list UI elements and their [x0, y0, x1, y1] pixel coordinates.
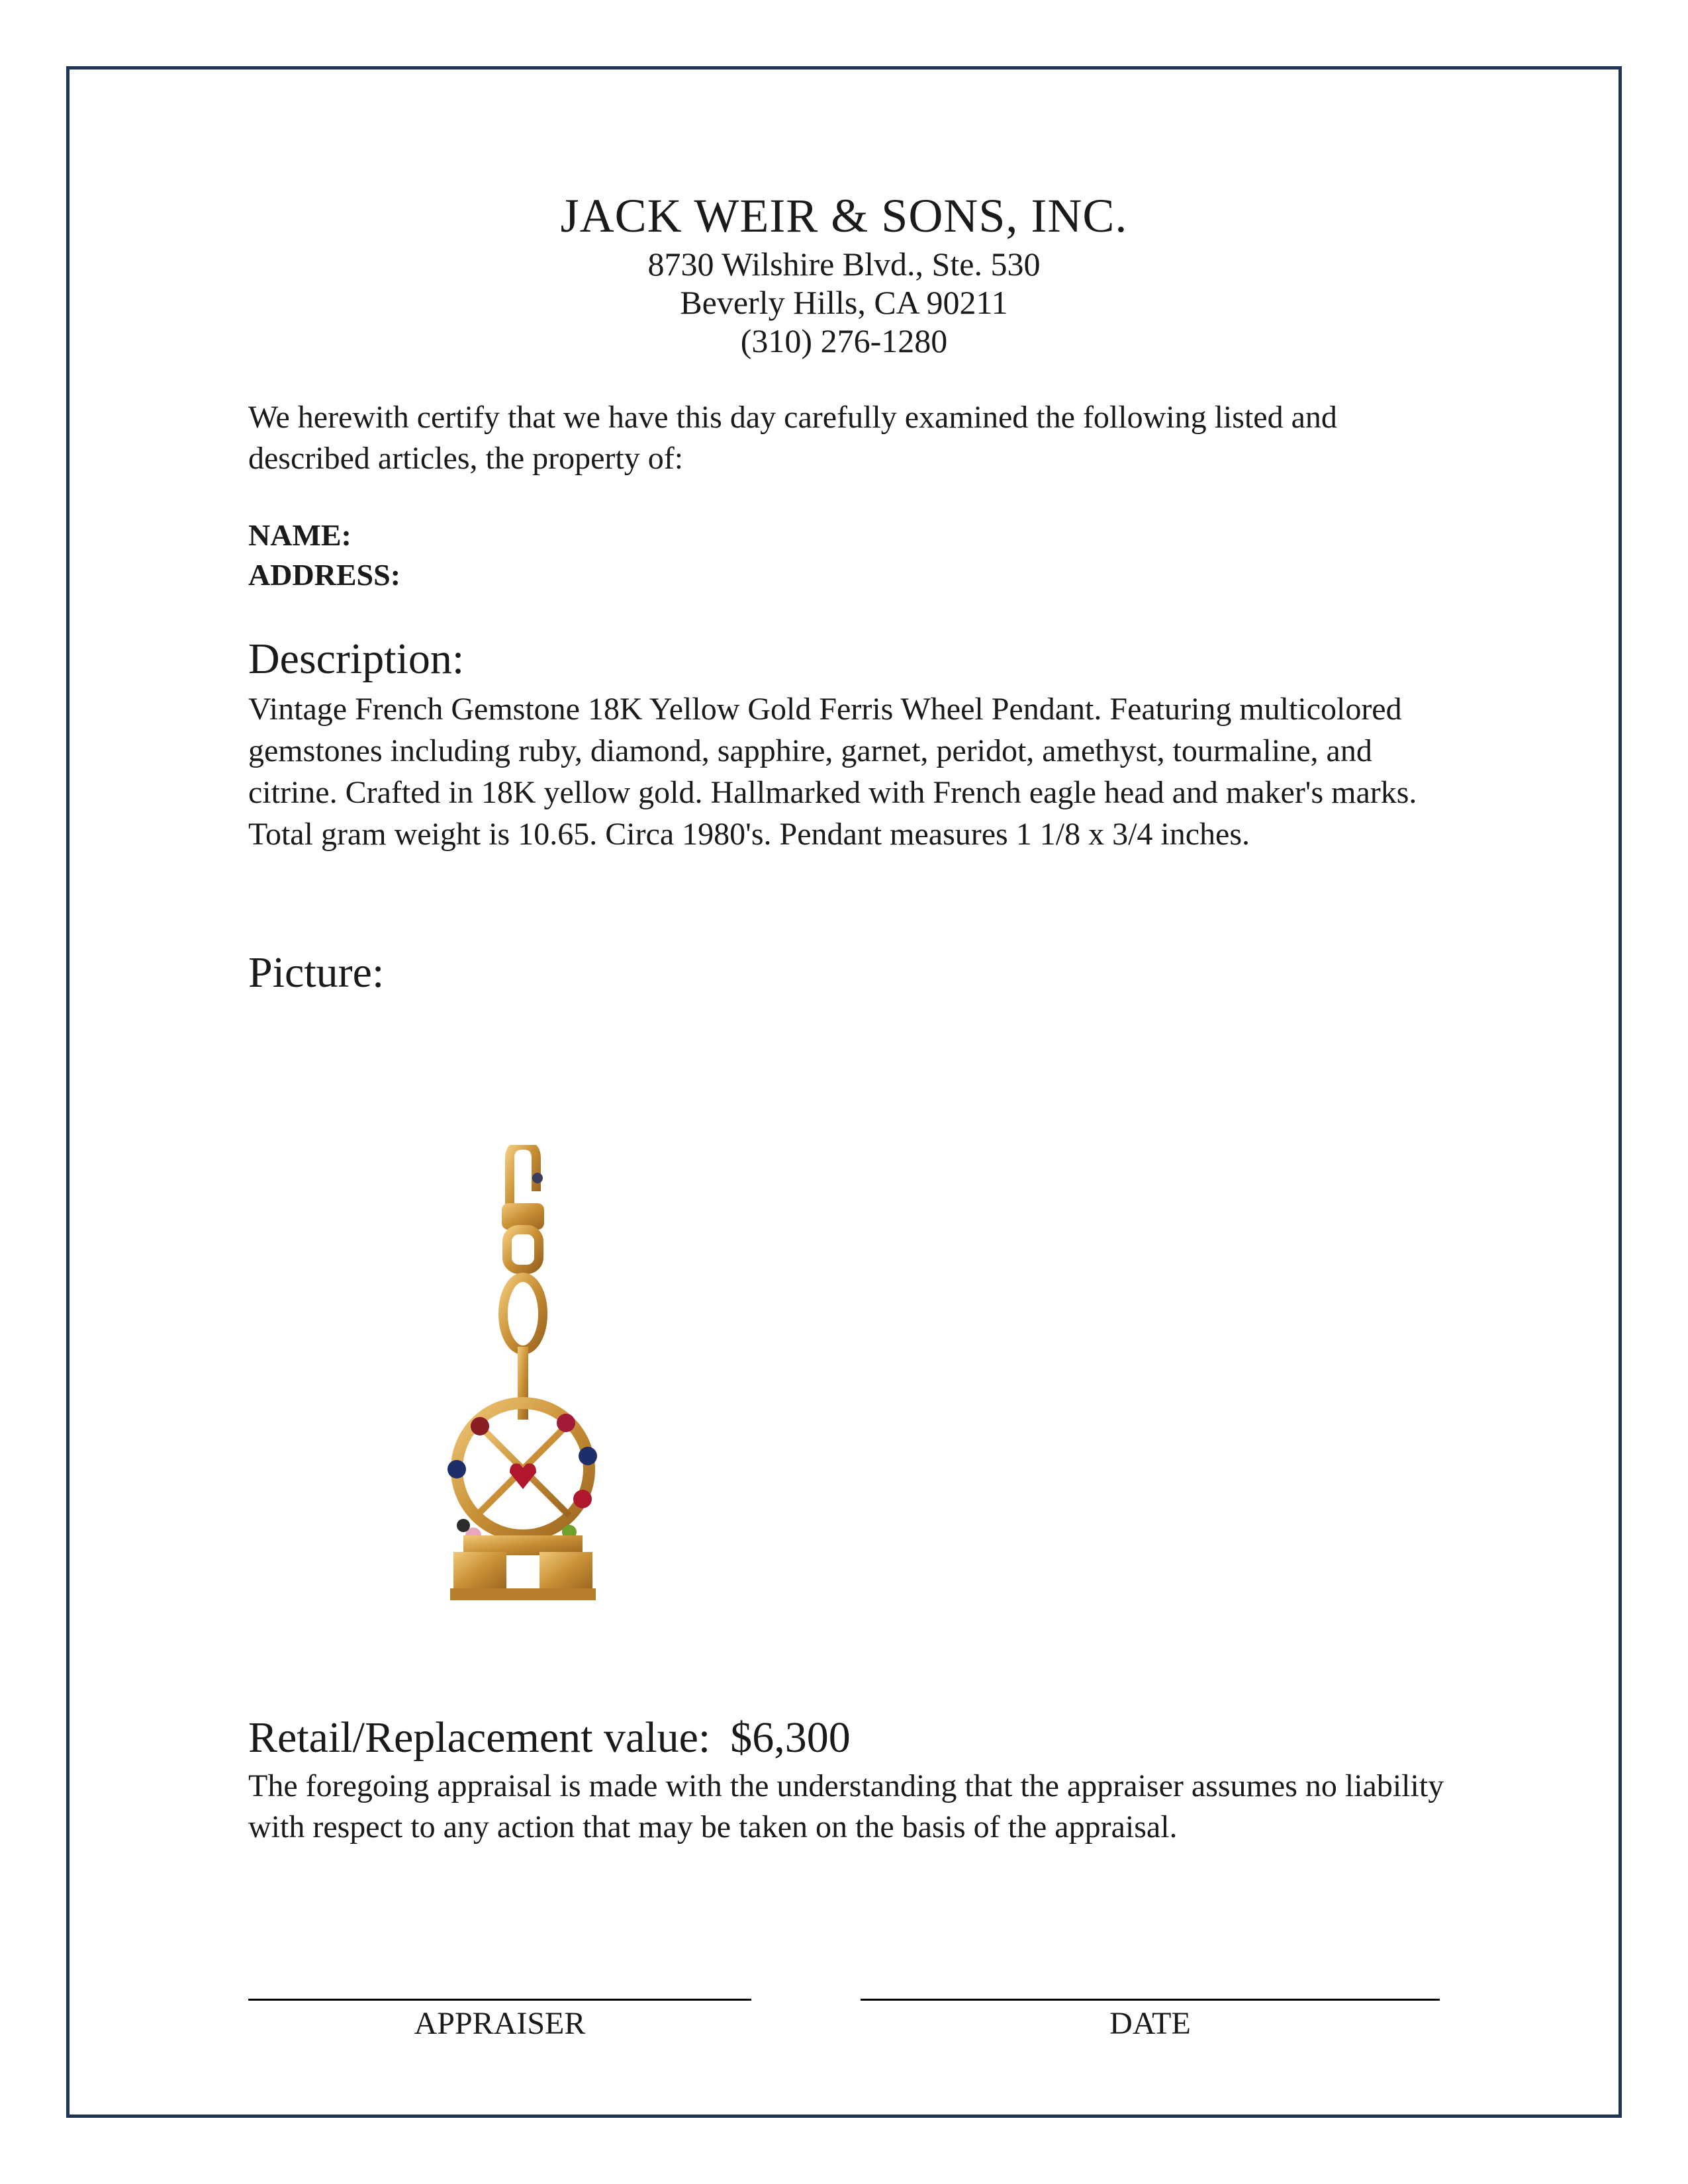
value-amount: $6,300 [730, 1713, 851, 1762]
certification-statement: We herewith certify that we have this day carefully examined the following listed and described articles, the property of: [248, 400, 1337, 476]
owner-name-label: NAME: [248, 518, 352, 552]
description-heading: Description: [248, 635, 465, 683]
pendant-image [417, 1145, 629, 1608]
company-address-line2: Beverly Hills, CA 90211 [680, 284, 1008, 321]
date-signature-line [861, 1999, 1440, 2001]
owner-address-label: ADDRESS: [248, 558, 401, 592]
appraiser-label: APPRAISER [414, 2006, 586, 2041]
value-line [248, 1713, 1453, 1763]
picture-heading: Picture: [248, 948, 385, 997]
date-label: DATE [1109, 2006, 1191, 2041]
disclaimer-text: The foregoing appraisal is made with the understanding that the appraiser assumes no liability with respect to any action that may be taken on the basis of the appraisal. [248, 1768, 1444, 1844]
appraiser-signature-line [248, 1999, 751, 2001]
description-text: Vintage French Gemstone 18K Yellow Gold Ferris Wheel Pendant. Featuring multicolored gemstones including ruby, diamond, sapphire, garnet, peridot, amethyst, tourmaline, and citrine. Crafted in 18K yellow gold. Hallmarked with French eagle head and maker's marks. Total gram weight is 10.65. Circa 1980's. Pendant measures 1 1/8 x 3/4 inches. [248, 692, 1417, 852]
company-name: JACK WEIR & SONS, INC. [560, 189, 1128, 242]
value-label: Retail/Replacement value: [248, 1713, 711, 1762]
company-phone: (310) 276-1280 [740, 322, 948, 359]
company-address-line1: 8730 Wilshire Blvd., Ste. 530 [647, 246, 1041, 283]
